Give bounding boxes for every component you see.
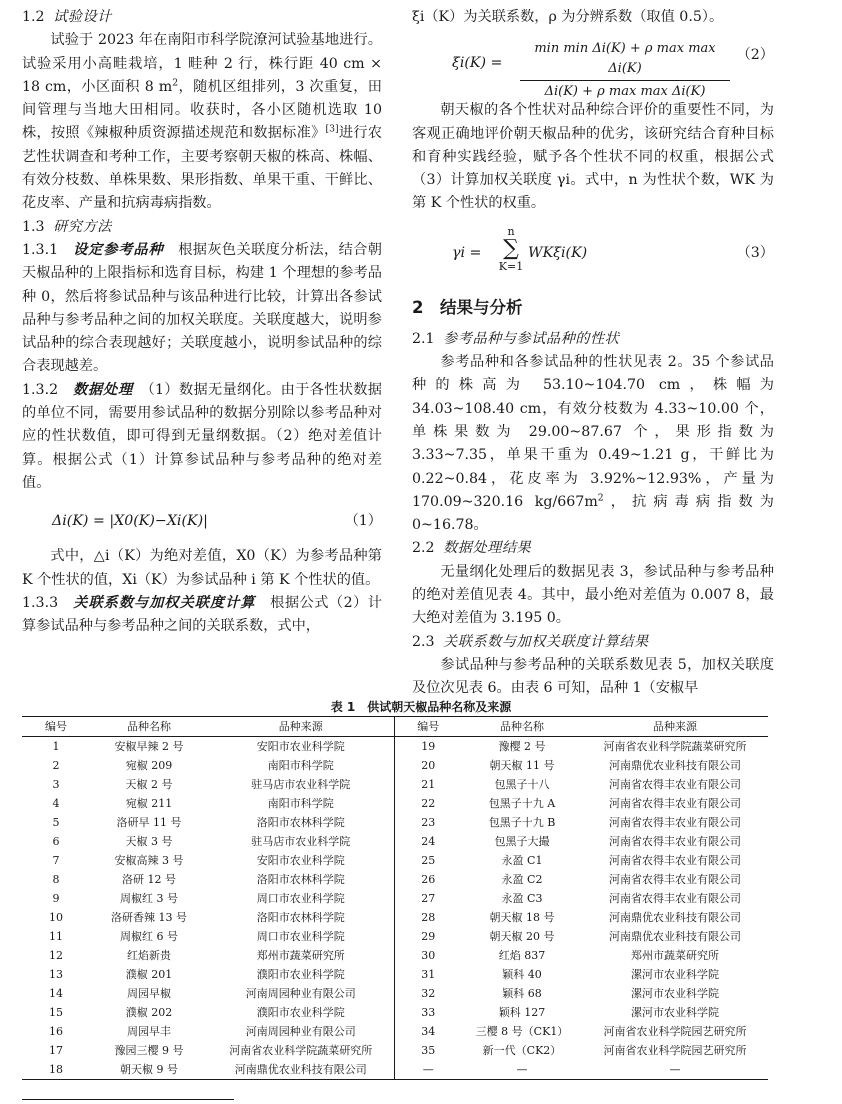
table-cell: 30 [394,946,462,965]
table-cell: 河南鼎优农业科技有限公司 [609,759,741,772]
table-cell: 22 [394,794,462,813]
table-row [22,775,768,794]
table-cell: 8 [52,873,60,886]
table-cell: 周口市农业科学院 [256,930,345,943]
table-row [22,756,768,775]
header-variety: 品种名称 [462,717,582,737]
table-cell: 26 [394,870,462,889]
header-no: 编号 [394,717,462,737]
table-cell: 天椒 3 号 [125,835,173,848]
paragraph-correlation-results: 参试品种与参考品种的关联系数见表 5，加权关联度及位次见表 6。由表 6 可知，品种 1（安椒早 [412,656,774,697]
equation-2-fraction: min min Δi(K) + ρ max max Δi(K) Δi(K) + ρ max max Δi(K) [520,39,730,103]
table-cell: 河南省农得丰农业有限公司 [609,778,741,791]
paragraph-coefficient-def: ξi（K）为关联系数，ρ 为分辨系数（取值 0.5）。 [412,9,724,25]
table-cell: 28 [394,908,462,927]
table-cell: 三樱 8 号（CK1） [475,1025,569,1038]
table-row [22,851,768,870]
table-row [22,908,768,927]
table-cell: 河南省农业科学院蔬菜研究所 [229,1044,373,1057]
table-cell: 34 [394,1022,462,1041]
table-cell: 南阳市科学院 [267,797,334,810]
left-column [22,6,382,638]
table-cell: 25 [394,851,462,870]
header-variety: 品种名称 [90,717,208,737]
table-cell: 濮阳市农业科学院 [256,1006,345,1019]
header-source: 品种来源 [208,717,394,737]
table-row [22,946,768,965]
table-cell: 红焰 837 [498,949,546,962]
table-cell: 河南省农得丰农业有限公司 [609,816,741,829]
table-cell: 河南省农得丰农业有限公司 [609,854,741,867]
table-row [22,889,768,908]
table-cell: 安阳市农业科学院 [256,854,345,867]
table-row [22,927,768,946]
table-cell: 漯河市农业科学院 [631,987,719,1000]
table-cell: 包黑子大撮 [494,835,550,848]
table-cell: 包黑子十九 A [488,797,556,810]
table-cell: 包黑子十八 [494,778,550,791]
table-cell: 永盈 C1 [501,854,543,867]
paragraph-data-processing: 无量纲化处理后的数据见表 3，参试品种与参考品种的绝对差值见表 4。其中，最小绝对差值为 0.007 8，最大绝对差值为 3.195 0。 [412,563,774,627]
table-cell: 20 [394,756,462,775]
table-cell: 3 [52,778,60,791]
equation-1-note: 式中，△i（K）为绝对差值，X0（K）为参考品种第 K 个性状的值，Xi（K）为参试品种 i 第 K 个性状的值。 [22,548,382,588]
table-row [22,984,768,1003]
table-cell: 新一代（CK2） [482,1044,562,1057]
table-cell: — [462,1060,582,1080]
table-cell: 朝天椒 11 号 [489,759,555,772]
table-cell: 河南鼎优农业科技有限公司 [208,1060,394,1080]
table-cell: 洛研早 11 号 [116,816,182,829]
table-cell: 朝天椒 18 号 [489,911,555,924]
table-cell: 宛椒 209 [125,759,173,772]
table-cell: 洛阳市农林科学院 [256,911,345,924]
table-cell: 漯河市农业科学院 [631,1006,719,1019]
table-cell: 颖科 40 [502,968,542,981]
table-cell: 1 [52,740,60,753]
table-row [22,832,768,851]
equation-1: Δi(K) = |X0(K)−Xi(K)| （1） [52,513,382,530]
table-cell: 29 [394,927,462,946]
table-cell: 19 [394,737,462,757]
table-row [22,965,768,984]
table-cell: 豫园三樱 9 号 [114,1044,184,1057]
equation-2: ξi(K) = min min Δi(K) + ρ max max Δi(K) Δi(K) + ρ max max Δi(K) （2） [412,35,774,93]
subsection-1-3-2: 1.3.2 数据处理 （1）数据无量纲化。由于各性状数据的单位不同，需要用参试品种的数据分别除以参考品种对应的性状数值，即可得到无量纲数据。（2）绝对差值计算。根据公式（1）计算参试品种与参考品种的绝对差值。 [22,381,382,491]
table-cell: 安椒早辣 2 号 [114,740,184,753]
table-cell: 永盈 C3 [501,892,543,905]
header-source: 品种来源 [582,717,768,737]
table-cell: 5 [52,816,60,829]
table-row [22,870,768,889]
table-cell: 河南省农得丰农业有限公司 [609,835,741,848]
table-cell: 12 [49,949,63,962]
table-cell: 朝天椒 9 号 [90,1060,208,1080]
table-cell: 4 [52,797,60,810]
table-cell: 洛研香辣 13 号 [111,911,187,924]
table-cell: 河南省农得丰农业有限公司 [609,892,741,905]
table-cell: 31 [394,965,462,984]
table-cell: 9 [52,892,60,905]
table-cell: 颖科 68 [502,987,542,1000]
table-cell: 郑州市蔬菜研究所 [631,949,719,962]
table-cell: 周椒红 3 号 [120,892,178,905]
table-cell: 濮椒 201 [125,968,173,981]
table-cell: 红焰新贵 [127,949,171,962]
equation-3: γi = n ∑ K=1 WKξi(K) （3） [452,224,774,273]
table-cell: 洛研 12 号 [122,873,176,886]
table-cell: 15 [49,1006,63,1019]
table-cell: 16 [49,1025,63,1038]
table-cell: 洛阳市农林科学院 [256,816,345,829]
table-header-row [22,717,768,737]
table-cell: 河南省农业科学院园艺研究所 [603,1044,747,1057]
table-cell: 河南省农得丰农业有限公司 [609,797,741,810]
table-cell: 郑州市蔬菜研究所 [256,949,345,962]
table-cell: 35 [394,1041,462,1060]
table-row [22,1022,768,1041]
header-no: 编号 [22,717,90,737]
table-cell: — [394,1060,462,1080]
paragraph-experiment-design: 试验于 2023 年在南阳市科学院潦河试验基地进行。试验采用小高畦栽培，1 畦种 2 行，株行距 40 cm × 18 cm，小区面积 8 $m^2$，随机区组排列，3 次重复，田间管理与当地大田相同。收获时，各小区随机选取 10 株，按照《辣椒种质资源描述规范和数据标准》[3]进行农艺性状调查和考种工作，主要考察朝天椒的株高、株幅、有效分枝数、单株果数、果形指数、单果干重、干鲜比、花皮率、产量和抗病毒病指数。 [22,32,382,212]
table-cell: 18 [22,1060,90,1080]
section-heading-1-2: 1.2 试验设计 [22,9,112,25]
table-cell: 朝天椒 20 号 [489,930,555,943]
table-cell: 南阳市科学院 [267,759,334,772]
subsection-1-3-3: 1.3.3 关联系数与加权关联度计算 根据公式（2）计算参试品种与参考品种之间的关联系数，式中， [22,594,382,635]
table-cell: 宛椒 211 [125,797,173,810]
paragraph-traits: 参考品种和各参试品种的性状见表 2。35 个参试品种的株高为 53.10~104.70 cm，株幅为 34.03~108.40 cm，有效分枝数为 4.33~10.00 个，单株果数为 29.00~87.67 个，果形指数为 3.33~7.35，单果干重为 0.49~1.21 g，干鲜比为 0.22~0.84，花皮率为 3.92%~12.93%，产量为 170.09~320.16 $kg/667m^2$，抗病毒病指数为 0~16.78。 [412,354,774,534]
table-cell: 濮椒 202 [125,1006,173,1019]
table-cell: — [582,1060,768,1080]
table-cell: 安椒高辣 3 号 [114,854,184,867]
table-cell: 驻马店市农业科学院 [251,835,351,848]
table-row [22,794,768,813]
section-heading-2-2: 2.2 数据处理结果 [412,540,532,557]
table-1-caption: 表 1 供试朝天椒品种名称及来源 [330,700,512,714]
table-cell: 周椒红 6 号 [120,930,178,943]
table-cell: 河南省农业科学院园艺研究所 [603,1025,747,1038]
table-cell: 驻马店市农业科学院 [251,778,351,791]
table-cell: 漯河市农业科学院 [631,968,719,981]
table-cell: 河南省农业科学院蔬菜研究所 [603,740,747,753]
table-cell: 13 [49,968,63,981]
table-cell: 21 [394,775,462,794]
table-1-body [22,737,768,1080]
table-row [22,737,768,757]
table-cell: 颖科 127 [498,1006,546,1019]
table-cell: 包黑子十九 B [488,816,556,829]
section-heading-2-3: 2.3 关联系数与加权关联度计算结果 [412,633,649,650]
subsection-1-3-1: 1.3.1 设定参考品种 根据灰色关联度分析法，结合朝天椒品种的上限指标和选育目标，构建 1 个理想的参考品种 0，然后将参试品种与该品种进行比较，计算出各参试品种与参考品种之间的加权关联度。关联度越大，说明参试品种的综合表现越好；关联度越小，说明参试品种的综合表现越差。 [22,241,382,375]
table-cell: 周园早丰 [127,1025,171,1038]
table-cell: 27 [394,889,462,908]
section-heading-2-1: 2.1 参考品种与参试品种的性状 [412,330,620,347]
table-row [22,813,768,832]
table-cell: 24 [394,832,462,851]
table-row [22,1041,768,1060]
table-row [22,1003,768,1022]
table-cell: 河南鼎优农业科技有限公司 [609,930,741,943]
table-cell: 周口市农业科学院 [256,892,345,905]
table-cell: 河南周园种业有限公司 [245,987,356,1000]
table-cell: 11 [49,930,63,943]
table-cell: 濮阳市农业科学院 [256,968,345,981]
right-column [412,6,774,701]
paragraph-weights: 朝天椒的各个性状对品种综合评价的重要性不同，为客观正确地评价朝天椒品种的优劣，该研究结合育种目标和育种实践经验，赋予各个性状不同的权重，根据公式（3）计算加权关联度 γi。式中，n 为性状个数，WK 为第 K 个性状的权重。 [412,102,774,212]
table-1 [22,716,768,1080]
table-cell: 河南鼎优农业科技有限公司 [609,911,741,924]
footnote-rule [22,1099,234,1100]
section-heading-2: 2 结果与分析 [412,297,523,317]
table-cell: 7 [52,854,60,867]
table-cell: 天椒 2 号 [125,778,173,791]
table-cell: 23 [394,813,462,832]
table-cell: 河南省农得丰农业有限公司 [609,873,741,886]
table-cell: 10 [49,911,63,924]
table-cell: 周园早椒 [127,987,171,1000]
table-cell: 17 [49,1044,63,1057]
table-cell: 6 [52,835,60,848]
sigma-symbol: n ∑ K=1 [498,224,524,273]
table-cell: 14 [49,987,63,1000]
table-cell: 2 [52,759,60,772]
table-row [22,1060,768,1080]
table-cell: 33 [394,1003,462,1022]
table-cell: 永盈 C2 [501,873,543,886]
table-cell: 洛阳市农林科学院 [256,873,345,886]
table-cell: 河南周园种业有限公司 [245,1025,356,1038]
table-cell: 安阳市农业科学院 [256,740,345,753]
table-cell: 豫樱 2 号 [498,740,546,753]
section-heading-1-3: 1.3 研究方法 [22,218,112,235]
table-cell: 32 [394,984,462,1003]
